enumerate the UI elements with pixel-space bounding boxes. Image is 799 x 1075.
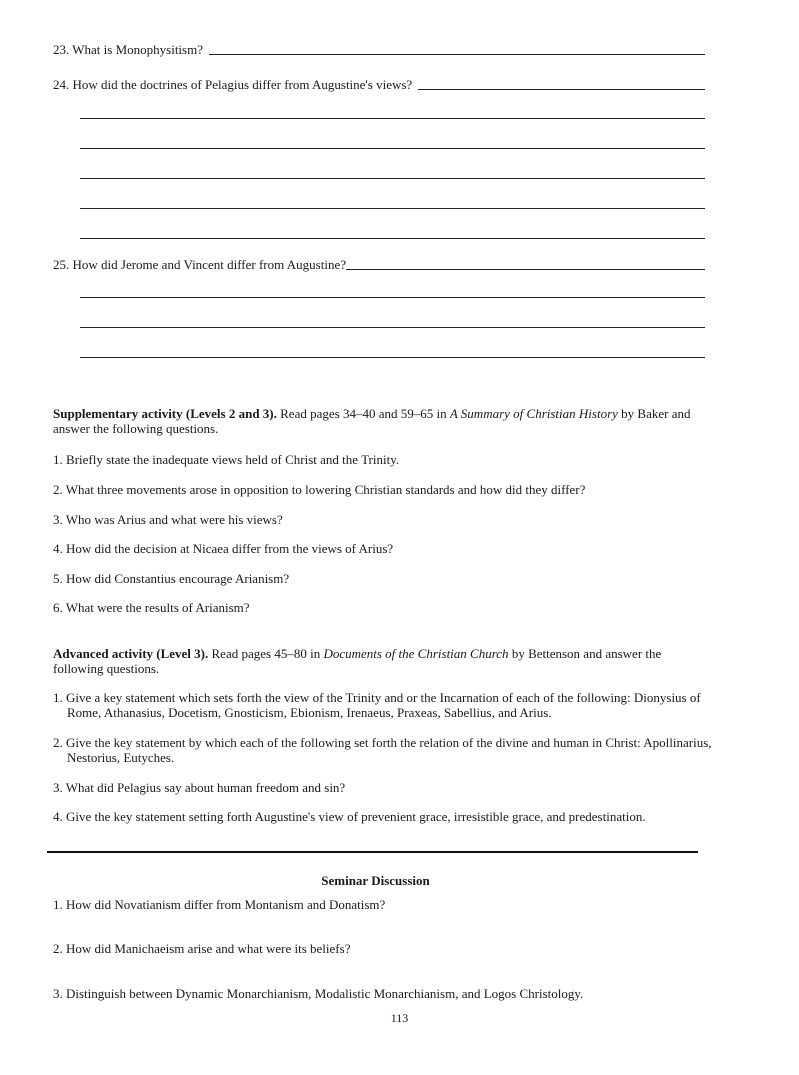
question-text: What did Pelagius say about human freedom and sin? — [65, 780, 346, 795]
question-number: 4. — [53, 541, 63, 556]
seminar-question-3 — [53, 986, 705, 1001]
question-24 — [53, 77, 705, 93]
question-number: 1. — [53, 452, 63, 467]
advanced-question-1 — [53, 690, 719, 720]
supplementary-question-2 — [53, 482, 705, 497]
question-number: 1. — [53, 690, 63, 705]
question-number: 25. — [53, 257, 70, 272]
answer-line[interactable] — [80, 178, 705, 179]
intro-text: by Baker and answer the following questions. — [53, 406, 691, 436]
answer-line[interactable] — [80, 327, 705, 328]
question-number: 23. — [53, 42, 70, 57]
answer-line[interactable] — [80, 297, 705, 298]
question-text: What three movements arose in opposition to lowering Christian standards and how did they differ? — [65, 482, 586, 497]
book-title: Documents of the Christian Church — [323, 646, 509, 661]
supplementary-question-6 — [53, 600, 705, 615]
advanced-heading: Advanced activity (Level 3). — [53, 646, 209, 661]
question-number: 1. — [53, 897, 63, 912]
question-25 — [53, 257, 705, 273]
answer-line[interactable] — [80, 118, 705, 119]
question-text: Give the key statement by which each of the following set forth the relation of the divine and human in Christ: Apollinarius, Nestorius, Eutyches. — [66, 735, 712, 765]
question-text: How did the decision at Nicaea differ from the views of Arius? — [66, 541, 394, 556]
supplementary-intro — [53, 406, 705, 436]
question-text: Who was Arius and what were his views? — [65, 512, 283, 527]
question-text: How did Constantius encourage Arianism? — [66, 571, 290, 586]
advanced-question-4 — [53, 809, 705, 824]
question-text: How did Manichaeism arise and what were its beliefs? — [66, 941, 351, 956]
supplementary-heading: Supplementary activity (Levels 2 and 3). — [53, 406, 277, 421]
section-divider — [47, 851, 698, 853]
intro-text: by Bettenson and answer the following questions. — [53, 646, 662, 676]
question-text: How did Novatianism differ from Montanism and Donatism? — [66, 897, 386, 912]
answer-line[interactable] — [209, 54, 705, 55]
supplementary-question-4 — [53, 541, 705, 556]
heading-text: Seminar Discussion — [321, 873, 430, 888]
question-number: 2. — [53, 482, 63, 497]
answer-line[interactable] — [418, 89, 705, 90]
question-text: Give the key statement setting forth Augustine's view of prevenient grace, irresistible grace, and predestination. — [66, 809, 646, 824]
supplementary-question-1 — [53, 452, 705, 467]
book-title: A Summary of Christian History — [449, 406, 618, 421]
answer-line[interactable] — [80, 238, 705, 239]
intro-text: Read pages 45–80 in — [208, 646, 324, 661]
seminar-question-1 — [53, 897, 705, 912]
question-number: 5. — [53, 571, 63, 586]
question-number: 6. — [53, 600, 63, 615]
question-text: How did the doctrines of Pelagius differ from Augustine's views? — [72, 77, 413, 92]
intro-text: Read pages 34–40 and 59–65 in — [276, 406, 450, 421]
question-text: What were the results of Arianism? — [65, 600, 250, 615]
page-number: 113 — [390, 1011, 409, 1025]
question-number: 2. — [53, 735, 63, 750]
question-number: 3. — [53, 986, 63, 1001]
question-text: Give a key statement which sets forth the view of the Trinity and or the Incarnation of each of the following: Dionysius of Rome, Athanasius, Docetism, Gnosticism, Ebionism, Irenaeus, Praxeas, Sabellius, and Arius. — [66, 690, 701, 720]
question-number: 3. — [53, 512, 63, 527]
question-number: 4. — [53, 809, 63, 824]
answer-line[interactable] — [346, 269, 705, 270]
question-number: 24. — [53, 77, 70, 92]
advanced-intro — [53, 646, 705, 676]
question-text: Distinguish between Dynamic Monarchianism, Modalistic Monarchianism, and Logos Christology. — [66, 986, 584, 1001]
advanced-question-2 — [53, 735, 719, 765]
supplementary-question-5 — [53, 571, 705, 586]
supplementary-question-3 — [53, 512, 705, 527]
answer-line[interactable] — [80, 357, 705, 358]
question-text: How did Jerome and Vincent differ from Augustine? — [72, 257, 346, 272]
question-number: 2. — [53, 941, 63, 956]
question-text: Briefly state the inadequate views held of Christ and the Trinity. — [66, 452, 400, 467]
question-number: 3. — [53, 780, 63, 795]
advanced-question-3 — [53, 780, 705, 795]
seminar-question-2 — [53, 941, 705, 956]
answer-line[interactable] — [80, 148, 705, 149]
question-23 — [53, 42, 705, 58]
seminar-heading — [53, 873, 698, 889]
answer-line[interactable] — [80, 208, 705, 209]
question-text: What is Monophysitism? — [72, 42, 203, 57]
